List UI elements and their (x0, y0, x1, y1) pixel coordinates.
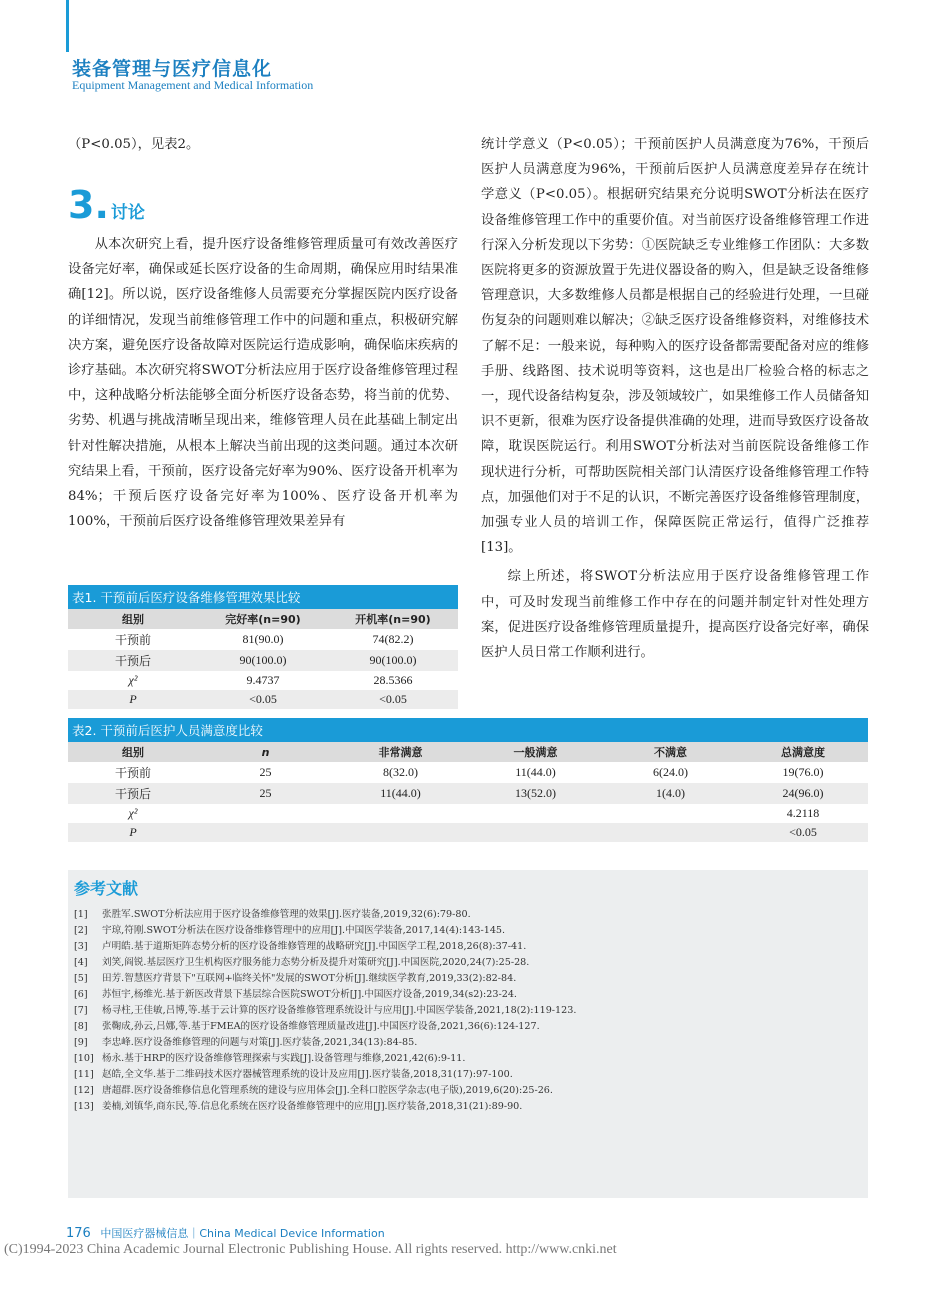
table2-header-row (68, 742, 868, 762)
reference-num: [1] (74, 909, 88, 920)
table-cell: 8(32.0) (383, 765, 418, 779)
table-cell (333, 804, 468, 823)
table-row (68, 629, 458, 650)
reference-item (74, 954, 529, 968)
reference-text: 杨永.基于HRP的医疗设备维修管理探索与实践[J].设备管理与维修,2021,42(6):9-11. (102, 1053, 466, 1064)
table-cell (198, 823, 333, 842)
table1-header: 完好率(n=90) (198, 609, 328, 629)
reference-item (74, 1098, 522, 1112)
table2-header: 非常满意 (333, 742, 468, 762)
table-row (68, 690, 458, 709)
table-row (68, 783, 868, 804)
header-rule (66, 0, 69, 52)
section-title: 讨论 (110, 203, 145, 223)
reference-text: 田芳.智慧医疗背景下"互联网+临终关怀"发展的SWOT分析[J].继续医学教育,2019,33(2):82-84. (102, 973, 517, 984)
reference-num: [4] (74, 957, 88, 968)
table-cell: <0.05 (328, 690, 458, 709)
reference-text: 张胜军.SWOT分析法应用于医疗设备维修管理的效果[J].医疗装备,2019,32(6):79-80. (102, 909, 471, 920)
reference-text: 宇琼,符刚.SWOT分析法在医疗设备维修管理中的应用[J].中国医学装备,2017,14(4):143-145. (102, 925, 506, 936)
right-column (481, 132, 869, 665)
table1-header-row (68, 609, 458, 629)
table1 (68, 585, 458, 709)
table-cell: χ² (128, 806, 138, 820)
table-cell: 干预前 (114, 633, 151, 647)
left-column (68, 132, 458, 157)
reference-text: 苏恒宇,杨维光.基于新医改背景下基层综合医院SWOT分析[J].中国医疗设备,2019,34(s2):23-24. (102, 989, 517, 1000)
table-cell: 6(24.0) (653, 765, 688, 779)
reference-text: 卢明皓.基于道斯矩阵态势分析的医疗设备维修管理的战略研究[J].中国医学工程,2018,26(8):37-41. (102, 941, 527, 952)
table-cell: <0.05 (198, 690, 328, 709)
table-row (68, 650, 458, 671)
page-number: 176 (66, 1226, 91, 1241)
reference-num: [12] (74, 1085, 94, 1096)
reference-item (74, 1018, 540, 1032)
table-cell: 11(44.0) (515, 765, 556, 779)
table-cell: <0.05 (738, 823, 868, 842)
table1-header: 组别 (68, 609, 198, 629)
reference-item (74, 938, 526, 952)
page-footer (66, 1225, 385, 1241)
table2-header: n (198, 742, 333, 762)
table2-caption: 表2. 干预前后医护人员满意度比较 (68, 718, 868, 742)
table-cell: 干预后 (68, 783, 198, 804)
table2-grid (68, 742, 868, 842)
section-number: 3. (68, 183, 109, 227)
table-cell: 1(4.0) (603, 783, 738, 804)
table2-header: 一般满意 (468, 742, 603, 762)
table-cell (333, 823, 468, 842)
table-cell: 干预前 (114, 766, 151, 780)
table-cell: 25 (259, 765, 272, 779)
right-paragraph-1: 统计学意义（P<0.05）；干预前医护人员满意度为76%，干预后医护人员满意度为96%，干预前后医护人员满意度差异存在统计学意义（P<0.05）。根据研究结果充分说明SWOT分析法在医疗设备维修管理工作中的重要价值。对当前医疗设备维修管理工作进行深入分析发现以下劣势：①医院缺乏专业维修工作团队：大多数医院将更多的资源放置于先进仪器设备的购入，但是缺乏设备维修管理意识，大多数维修人员都是根据自己的经验进行处理，一旦碰伤复杂的问题则难以解决；②缺乏医疗设备维修资料，对维修技术了解不足：一般来说，每种购入的医疗设备都需要配备对应的维修手册、线路图、技术说明等资料，这也是出厂检验合格的标志之一，现代设备结构复杂，涉及领域较广，如果维修工作人员储备知识不更新，很难为医疗设备提供准确的处理，进而导致医疗设备故障，耽误医院运行。利用SWOT分析法对当前医院设备维修工作现状进行分析，可帮助医院相关部门认清医疗设备维修管理工作特点，加强他们对于不足的认识，不断完善医疗设备维修管理制度，加强专业人员的培训工作，保障医院正常运行，值得广泛推荐[13]。 (481, 137, 869, 556)
table-cell: 81(90.0) (242, 632, 284, 646)
table-cell: 4.2118 (786, 806, 820, 820)
table-cell: 11(44.0) (333, 783, 468, 804)
reference-num: [2] (74, 925, 88, 936)
footer-journal: 中国医疗器械信息｜China Medical Device Information (100, 1227, 385, 1240)
reference-item (74, 986, 517, 1000)
reference-num: [11] (74, 1069, 94, 1080)
table-row (68, 804, 868, 823)
reference-item (74, 906, 471, 920)
reference-item (74, 1002, 576, 1016)
table-cell: P (68, 823, 198, 842)
table1-header: 开机率(n=90) (328, 609, 458, 629)
table-row (68, 671, 458, 690)
reference-text: 赵皓,全文华.基于二维码技术医疗器械管理系统的设计及应用[J].医疗装备,2018,31(17):97-100. (102, 1069, 513, 1080)
table-row (68, 823, 868, 842)
table-cell (603, 823, 738, 842)
table-cell: 24(96.0) (738, 783, 868, 804)
references-title: 参考文献 (74, 879, 139, 898)
table-cell: 干预后 (68, 650, 198, 671)
table-cell: 9.4737 (246, 673, 280, 687)
table-cell (468, 823, 603, 842)
reference-num: [5] (74, 973, 88, 984)
reference-item (74, 970, 516, 984)
left-paragraph-1: 从本次研究上看，提升医疗设备维修管理质量可有效改善医疗设备完好率，确保或延长医疗设备的生命周期，确保应用时结果准确[12]。所以说，医疗设备维修人员需要充分掌握医院内医疗设备的详细情况，发现当前维修管理工作中的问题和重点，积极研究解决方案，避免医疗设备故障对医院运行造成影响，确保临床疾病的诊疗基础。本次研究将SWOT分析法应用于医疗设备维修管理过程中，这种战略分析法能够全面分析医疗设备态势，将当前的优势、劣势、机遇与挑战清晰呈现出来，维修管理人员在此基础上制定出针对性解决措施，从根本上解决当前出现的这类问题。通过本次研究结果上看，干预前，医疗设备完好率为90%、医疗设备开机率为84%；干预后医疗设备完好率为100%、医疗设备开机率为100%，干预前后医疗设备维修管理效果差异有 (68, 237, 458, 530)
table1-grid (68, 609, 458, 709)
reference-text: 张鞠成,孙云,吕娜,等.基于FMEA的医疗设备维修管理质量改进[J].中国医疗设备,2021,36(6):124-127. (102, 1021, 540, 1032)
reference-text: 李忠峰.医疗设备维修管理的问题与对策[J].医疗装备,2021,34(13):84-85. (102, 1037, 418, 1048)
right-paragraph-2: 综上所述，将SWOT分析法应用于医疗设备维修管理工作中，可及时发现当前维修工作中存在的问题并制定针对性处理方案，促进医疗设备维修管理质量提升，提高医疗设备完好率，确保医护人员日常工作顺利进行。 (481, 569, 869, 661)
table1-caption: 表1. 干预前后医疗设备维修管理效果比较 (68, 585, 458, 609)
reference-item (74, 1066, 513, 1080)
table2-header: 总满意度 (738, 742, 868, 762)
section-heading (68, 183, 145, 227)
table2 (68, 718, 868, 842)
left-body (68, 232, 458, 534)
table-row (68, 762, 868, 783)
table2-header: 组别 (68, 742, 198, 762)
table2-header: 不满意 (603, 742, 738, 762)
table-cell: 28.5366 (373, 673, 413, 687)
reference-num: [7] (74, 1005, 88, 1016)
reference-item (74, 1082, 553, 1096)
table-cell: 74(82.2) (372, 632, 414, 646)
table-cell: 25 (198, 783, 333, 804)
table-cell (468, 804, 603, 823)
table-cell: P (68, 690, 198, 709)
reference-item (74, 1034, 417, 1048)
table-cell (603, 804, 738, 823)
reference-text: 唐超群.医疗设备维修信息化管理系统的建设与应用体会[J].全科口腔医学杂志(电子版),2019,6(20):25-26. (102, 1085, 553, 1096)
table-cell: 90(100.0) (198, 650, 328, 671)
reference-item (74, 1050, 465, 1064)
reference-num: [3] (74, 941, 88, 952)
reference-item (74, 922, 505, 936)
reference-num: [9] (74, 1037, 88, 1048)
table-cell: 90(100.0) (328, 650, 458, 671)
reference-num: [8] (74, 1021, 88, 1032)
journal-title-cn: 装备管理与医疗信息化 (72, 58, 273, 80)
table-cell: 19(76.0) (782, 765, 824, 779)
table-cell (198, 804, 333, 823)
copyright-notice: (C)1994-2023 China Academic Journal Electronic Publishing House. All rights reserved. http://www.cnki.net (4, 1242, 617, 1257)
reference-num: [10] (74, 1053, 94, 1064)
reference-num: [13] (74, 1101, 94, 1112)
reference-text: 杨寻柱,王佳敏,吕博,等.基于云计算的医疗设备维修管理系统设计与应用[J].中国医学装备,2021,18(2):119-123. (102, 1005, 577, 1016)
table-cell: 13(52.0) (468, 783, 603, 804)
reference-num: [6] (74, 989, 88, 1000)
left-paragraph-0: （P<0.05），见表2。 (68, 137, 200, 152)
reference-text: 刘笑,阎锐.基层医疗卫生机构医疗服务能力态势分析及提升对策研究[J].中国医院,2020,24(7):25-28. (102, 957, 530, 968)
references-panel (68, 870, 868, 1198)
journal-title-en: Equipment Management and Medical Information (72, 78, 314, 92)
reference-text: 姜楠,刘镇华,商东民,等.信息化系统在医疗设备维修管理中的应用[J].医疗装备,2018,31(21):89-90. (102, 1101, 523, 1112)
table-cell: χ² (128, 673, 138, 687)
